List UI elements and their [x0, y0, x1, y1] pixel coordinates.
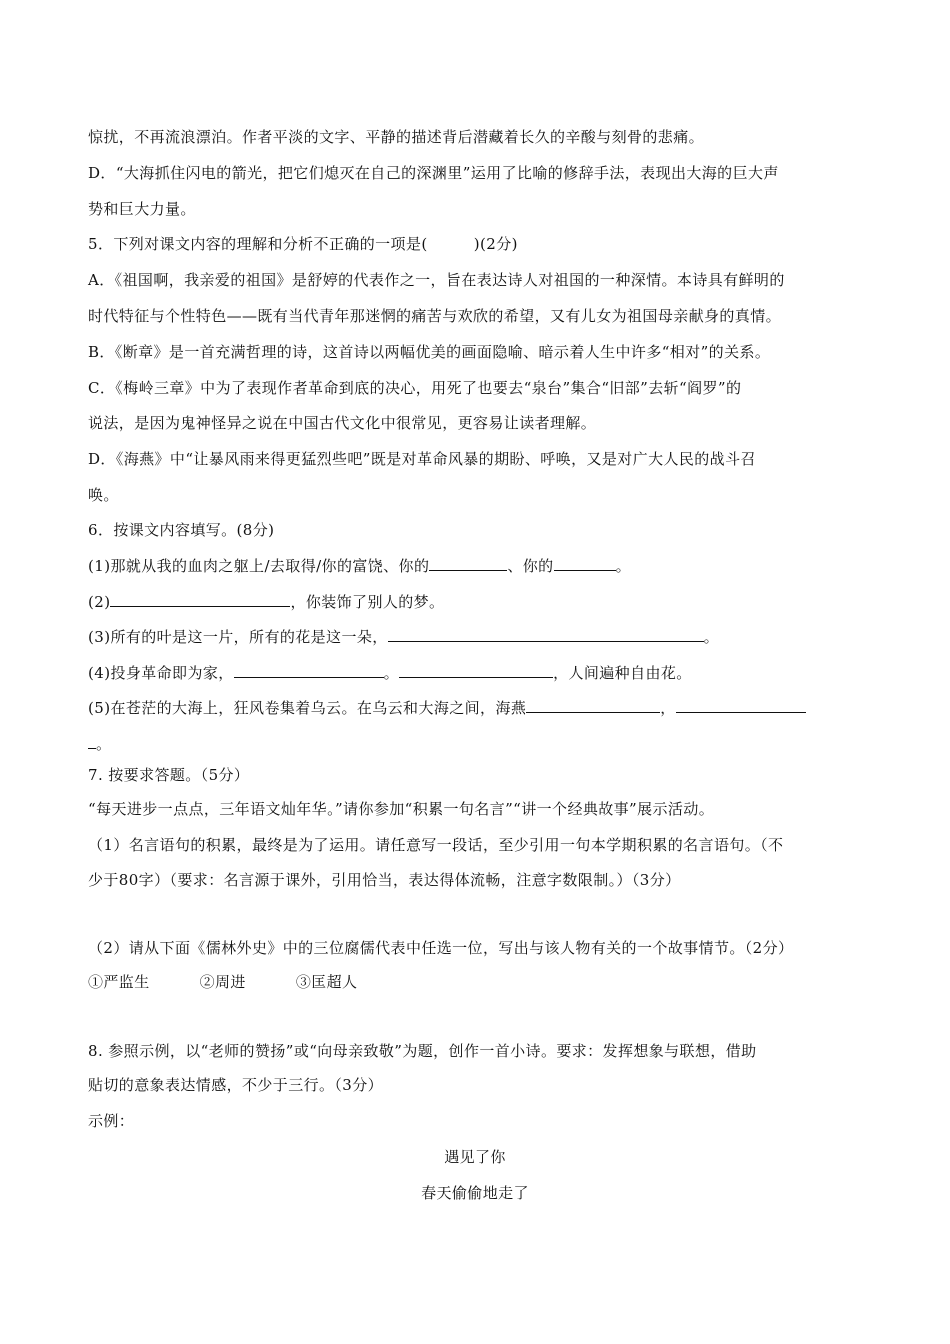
q8-poem-line1: 遇见了你	[444, 1148, 506, 1166]
q6-item-5-line2	[88, 734, 111, 754]
q6-item-3-text-a: (3)所有的叶是这一片，所有的花是这一朵，	[88, 628, 388, 646]
q6-item-4-text-b: 。	[383, 664, 400, 682]
q8-example-label: 示例：	[88, 1112, 135, 1130]
q6-item-5-line1	[88, 698, 806, 718]
q6-item-1	[88, 556, 631, 576]
q6-item-5-text-c: 。	[96, 735, 112, 753]
q7-intro: “每天进步一点点，三年语文灿年华。”请你参加“积累一句名言”“讲一个经典故事”展示活动。	[88, 800, 715, 818]
q5-option-c-line1: C．《梅岭三章》中为了表现作者革命到底的决心，用死了也要去“泉台”集合“旧部”去斩“阎罗”的	[88, 379, 742, 397]
q6-item-4-blank-1[interactable]	[234, 663, 384, 678]
q5-option-a-line2: 时代特征与个性特色——既有当代青年那迷惘的痛苦与欢欣的希望，又有儿女为祖国母亲献身的真情。	[88, 307, 782, 325]
q6-item-5-blank-1[interactable]	[526, 698, 660, 713]
q8-line2: 贴切的意象表达情感，不少于三行。（3分）	[88, 1076, 384, 1094]
q6-item-1-blank-2[interactable]	[554, 556, 616, 571]
q7-part2-options	[88, 972, 357, 992]
q5-option-b: B．《断章》是一首充满哲理的诗，这首诗以两幅优美的画面隐喻、暗示着人生中许多“相对”的关系。	[88, 343, 771, 361]
q5-option-c-line2: 说法，是因为鬼神怪异之说在中国古代文化中很常见，更容易让读者理解。	[88, 414, 597, 432]
q8-poem-line2: 春天偷偷地走了	[421, 1184, 529, 1202]
q7-part1-line2: 少于80字）（要求：名言源于课外，引用恰当，表达得体流畅，注意字数限制。）（3分）	[88, 871, 681, 889]
q6-item-3	[88, 627, 719, 647]
q8-line1: 8. 参照示例，以“老师的赞扬”或“向母亲致敬”为题，创作一首小诗。要求：发挥想象与联想，借助	[88, 1042, 757, 1060]
q7-part2-line1: （2）请从下面《儒林外史》中的三位腐儒代表中任选一位，写出与该人物有关的一个故事情节。（2分）	[88, 939, 794, 957]
q7-option-1: ①严监生	[88, 973, 150, 991]
q6-item-5-text-b: ，	[660, 699, 676, 717]
q6-item-4-text-c: ，人间遍种自由花。	[553, 664, 692, 682]
q5-option-a-line1: A．《祖国啊，我亲爱的祖国》是舒婷的代表作之一，旨在表达诗人对祖国的一种深情。本诗具有鲜明的	[88, 271, 785, 289]
q6-item-3-blank[interactable]	[388, 627, 704, 642]
q6-item-4	[88, 663, 692, 683]
q5-stem: 5．下列对课文内容的理解和分析不正确的一项是( )(2分)	[88, 235, 518, 253]
q6-stem: 6．按课文内容填写。(8分)	[88, 521, 275, 539]
q7-option-2: ②周进	[199, 973, 246, 991]
q6-item-2-text-b: ，你装饰了别人的梦。	[290, 593, 445, 611]
q6-item-2-blank[interactable]	[110, 592, 290, 607]
q4-option-d-line1: D．“大海抓住闪电的箭光，把它们熄灭在自己的深渊里”运用了比喻的修辞手法，表现出大海的巨大声	[88, 164, 779, 182]
q7-part1-line1: （1）名言语句的积累，最终是为了运用。请任意写一段话，至少引用一句本学期积累的名言语句。（不	[88, 836, 784, 854]
q6-item-5-blank-2[interactable]	[676, 698, 806, 713]
q6-item-4-blank-2[interactable]	[399, 663, 553, 678]
q6-item-2-text-a: (2)	[88, 593, 111, 611]
q5-option-d-line1: D．《海燕》中“让暴风雨来得更猛烈些吧”既是对革命风暴的期盼、呼唤，又是对广大人民的战斗召	[88, 450, 756, 468]
q6-item-1-blank-1[interactable]	[429, 556, 507, 571]
q6-item-1-text-a: (1)那就从我的血肉之躯上/去取得/你的富饶、你的	[88, 557, 430, 575]
q6-item-4-text-a: (4)投身革命即为家，	[88, 664, 234, 682]
q7-option-3: ③匡超人	[295, 973, 358, 991]
q6-item-1-text-c: 。	[615, 557, 631, 575]
q6-item-2	[88, 592, 444, 612]
q5-option-d-line2: 唤。	[88, 486, 119, 504]
q6-item-1-text-b: 、你的	[507, 557, 554, 575]
q6-item-5-text-a: (5)在苍茫的大海上，狂风卷集着乌云。在乌云和大海之间，海燕	[88, 699, 527, 717]
q4-option-c-tail: 惊扰，不再流浪漂泊。作者平淡的文字、平静的描述背后潜藏着长久的辛酸与刻骨的悲痛。	[88, 128, 705, 146]
q6-item-5-blank-2-end[interactable]	[88, 734, 96, 749]
q7-stem: 7. 按要求答题。（5分）	[88, 766, 250, 784]
q4-option-d-line2: 势和巨大力量。	[88, 200, 196, 218]
q6-item-3-text-b: 。	[703, 628, 720, 646]
